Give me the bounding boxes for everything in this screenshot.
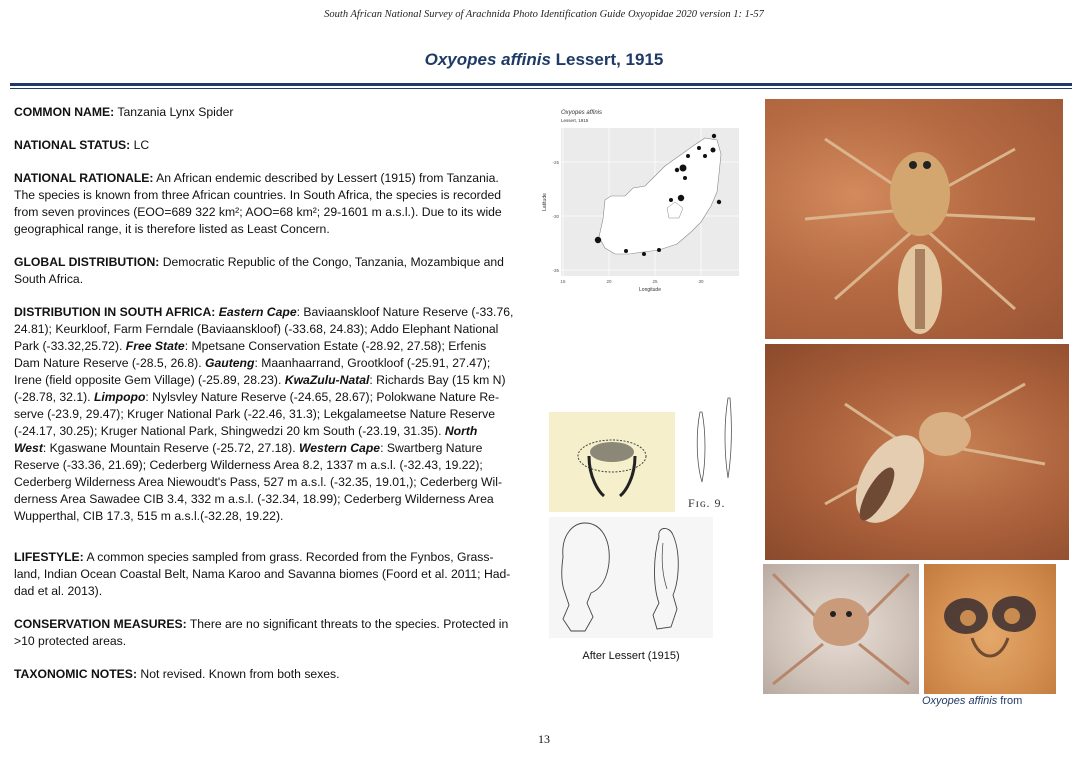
lifestyle-paragraph bbox=[14, 549, 519, 600]
map-xtick: 15 bbox=[560, 279, 566, 284]
occurrence-point bbox=[712, 134, 716, 138]
conservation-line: >10 protected areas. bbox=[14, 634, 127, 648]
species-text-column bbox=[14, 104, 519, 683]
sa-distribution-paragraph bbox=[14, 304, 519, 525]
occurrence-point bbox=[680, 165, 687, 172]
lifestyle-label: LIFESTYLE: bbox=[14, 550, 84, 564]
common-name-label: COMMON NAME: bbox=[14, 105, 115, 119]
locality-text: : Richards Bay (15 km N) bbox=[369, 373, 506, 387]
taxonomic-value: Not revised. Known from both sexes. bbox=[137, 667, 340, 681]
page-number: 13 bbox=[538, 732, 550, 746]
rationale-line: geographical range, it is therefore listed as Least Concern. bbox=[14, 222, 330, 236]
photo-caption bbox=[922, 695, 1062, 707]
rationale-line: The species is known from three African countries. In South Africa, the species is recorded bbox=[14, 188, 502, 202]
province-north-west: North bbox=[444, 424, 478, 438]
epigyne-photo bbox=[924, 564, 1056, 694]
province-free-state: Free State bbox=[125, 339, 185, 353]
spider-photo-dorsal bbox=[765, 99, 1063, 339]
sa-distribution-label: DISTRIBUTION IN SOUTH AFRICA: bbox=[14, 305, 216, 319]
global-distribution-line: South Africa. bbox=[14, 272, 84, 286]
taxonomic-label: TAXONOMIC NOTES: bbox=[14, 667, 137, 681]
locality-text: serve (-23.9, 29.47); Kruger National Park (-22.46, 31.3); Lekgalameetse Nature Reserve bbox=[14, 407, 495, 421]
locality-text: : Maanhaarrand, Grootkloof (-25.91, 27.47); bbox=[254, 356, 491, 370]
title-species: Oxyopes affinis bbox=[424, 50, 551, 69]
map-title: Oxyopes affinis bbox=[561, 110, 603, 116]
lifestyle-line: land, Indian Ocean Coastal Belt, Nama Karoo and Savanna biomes (Foord et al. 2011; Had- bbox=[14, 567, 511, 581]
occurrence-point bbox=[686, 154, 690, 158]
figure-label: Fɪɢ. 9. bbox=[688, 496, 726, 510]
palp-drawing bbox=[549, 517, 713, 638]
national-status-paragraph bbox=[14, 137, 519, 154]
national-status-label: NATIONAL STATUS: bbox=[14, 138, 131, 152]
rationale-line: An African endemic described by Lessert (1915) from Tanzania. bbox=[153, 171, 499, 185]
photo-caption-rest: from bbox=[997, 695, 1023, 707]
common-name-paragraph bbox=[14, 104, 519, 121]
map-xlabel: Longitude bbox=[639, 287, 661, 293]
map-xtick: 20 bbox=[606, 279, 612, 284]
conservation-line: There are no significant threats to the species. Protected in bbox=[186, 617, 509, 631]
conservation-label: CONSERVATION MEASURES: bbox=[14, 617, 187, 631]
spine-drawing bbox=[682, 392, 752, 512]
occurrence-point bbox=[624, 249, 628, 253]
occurrence-point bbox=[657, 248, 661, 252]
locality-text: Park (-33.32,25.72). bbox=[14, 339, 126, 353]
map-ytick: -35 bbox=[552, 268, 559, 273]
national-rationale-label: NATIONAL RATIONALE: bbox=[14, 171, 154, 185]
page-title bbox=[0, 50, 1088, 70]
conservation-paragraph bbox=[14, 616, 519, 650]
locality-text: (-24.17, 30.25); Kruger National Park, Shingwedzi 20 km South (-23.19, 31.35). bbox=[14, 424, 445, 438]
locality-text: Reserve (-33.36, 21.69); Cederberg Wilderness Area 8.2, 1337 m a.s.l. (-32.43, 19.22); bbox=[14, 458, 483, 472]
locality-text: : Kgaswane Mountain Reserve (-25.72, 27.18). bbox=[42, 441, 299, 455]
locality-text: : Swartberg Nature bbox=[380, 441, 483, 455]
occurrence-point bbox=[717, 200, 721, 204]
drawing-caption: After Lessert (1915) bbox=[582, 650, 680, 662]
spider-photo-lateral bbox=[765, 344, 1069, 560]
province-kwazulu-natal: KwaZulu-Natal bbox=[284, 373, 370, 387]
occurrence-point bbox=[703, 154, 707, 158]
province-gauteng: Gauteng bbox=[205, 356, 255, 370]
title-rule-thick bbox=[10, 83, 1072, 86]
map-xtick: 30 bbox=[698, 279, 704, 284]
occurrence-point bbox=[711, 148, 716, 153]
occurrence-point bbox=[642, 252, 646, 256]
national-rationale-paragraph bbox=[14, 170, 519, 238]
national-status-value: LC bbox=[130, 138, 150, 152]
title-rule-thin bbox=[10, 88, 1072, 89]
locality-text: derness Area Sawadee CIB 3.4, 332 m a.s.l. (-32.34, 18.99); Cederberg Wilderness Area bbox=[14, 492, 494, 506]
common-name-value: Tanzania Lynx Spider bbox=[114, 105, 234, 119]
province-western-cape: Western Cape bbox=[299, 441, 381, 455]
province-limpopo: Limpopo bbox=[93, 390, 146, 404]
locality-text: Wupperthal, CIB 17.3, 515 m a.s.l.(-32.28, 19.22). bbox=[14, 509, 284, 523]
province-north-west-cont: West bbox=[14, 441, 43, 455]
locality-text: (-28.78, 32.1). bbox=[14, 390, 94, 404]
locality-text: : Baviaanskloof Nature Reserve (-33.76, bbox=[296, 305, 514, 319]
occurrence-point bbox=[683, 176, 687, 180]
map-xtick: 25 bbox=[652, 279, 658, 284]
taxonomic-paragraph bbox=[14, 666, 519, 683]
occurrence-point bbox=[669, 198, 673, 202]
occurrence-point bbox=[595, 237, 601, 243]
province-eastern-cape: Eastern Cape bbox=[218, 305, 297, 319]
locality-text: Cederberg Wilderness Area Niewoudt's Pass, 527 m a.s.l. (-32.35, 19.01,); Cederberg Wil- bbox=[14, 475, 503, 489]
occurrence-point bbox=[678, 195, 684, 201]
epigyne-drawing bbox=[549, 412, 675, 512]
map-ytick: -30 bbox=[552, 214, 559, 219]
running-header: South African National Survey of Arachnida Photo Identification Guide Oxyopidae 2020 version 1: 1-57 bbox=[324, 9, 764, 20]
locality-text: : Nylsvley Nature Reserve (-24.65, 28.67); Polokwane Nature Re- bbox=[145, 390, 499, 404]
map-subtitle: Lessert, 1915 bbox=[561, 118, 589, 123]
distribution-map bbox=[541, 104, 753, 300]
locality-text: 24.81); Keurkloof, Farm Ferndale (Baviaanskloof) (-33.68, 24.83); Addo Elephant National bbox=[14, 322, 499, 336]
spider-photo-face bbox=[763, 564, 919, 694]
occurrence-point bbox=[675, 168, 679, 172]
locality-text: Irene (field opposite Gem Village) (-25.89, 28.23). bbox=[14, 373, 285, 387]
locality-text: Dam Nature Reserve (-28.5, 26.8). bbox=[14, 356, 206, 370]
occurrence-point bbox=[697, 146, 701, 150]
global-distribution-label: GLOBAL DISTRIBUTION: bbox=[14, 255, 160, 269]
rationale-line: from seven provinces (EOO=689 322 km²; AOO=68 km²; 29-1601 m a.s.l.). Due to its wide bbox=[14, 205, 502, 219]
map-ytick: -25 bbox=[552, 160, 559, 165]
map-ylabel: Latitude bbox=[542, 193, 548, 211]
photo-caption-species: Oxyopes affinis bbox=[922, 695, 998, 707]
global-distribution-paragraph bbox=[14, 254, 519, 288]
lifestyle-line: dad et al. 2013). bbox=[14, 584, 103, 598]
title-author: Lessert, 1915 bbox=[550, 50, 664, 69]
lifestyle-line: A common species sampled from grass. Recorded from the Fynbos, Grass- bbox=[83, 550, 494, 564]
locality-text: : Mpetsane Conservation Estate (-28.92, 27.58); Erfenis bbox=[184, 339, 487, 353]
global-distribution-line: Democratic Republic of the Congo, Tanzania, Mozambique and bbox=[159, 255, 504, 269]
